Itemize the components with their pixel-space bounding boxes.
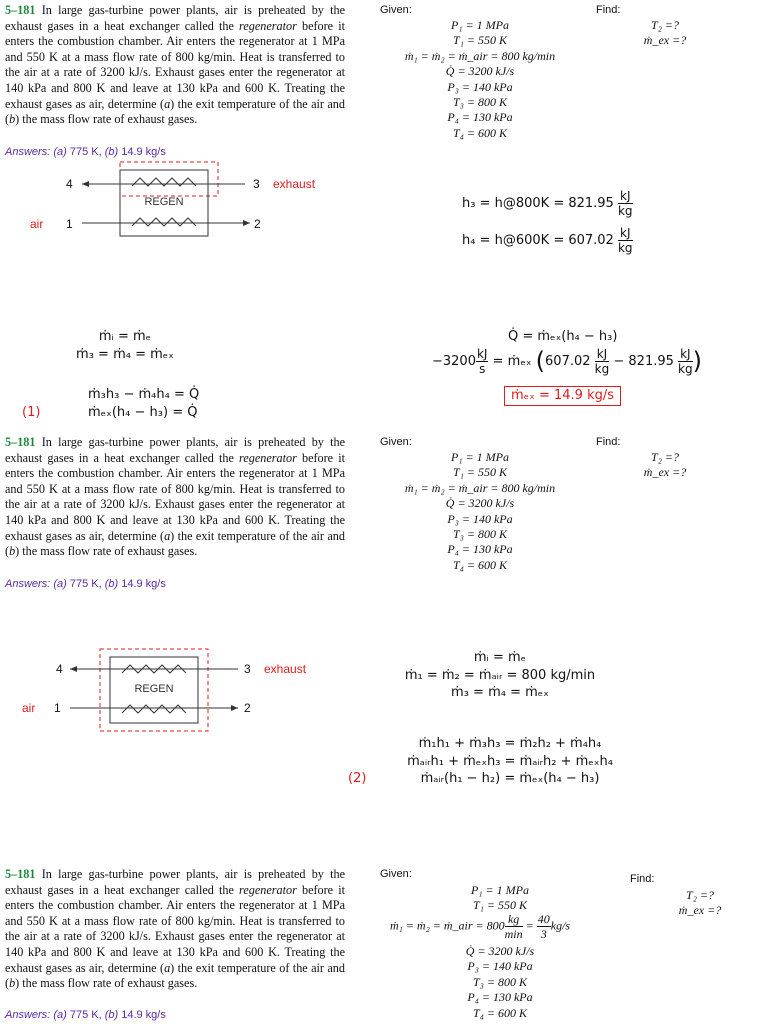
state-2-label: 2 bbox=[244, 701, 251, 715]
find-list-2: T₂ =? ṁ_ex =? bbox=[643, 450, 687, 480]
state-1-label: 1 bbox=[66, 217, 73, 231]
mass-balance-1: ṁᵢ = ṁₑ ṁ₃ = ṁ₄ = ṁₑₓ bbox=[76, 329, 174, 362]
find-label-1: Find: bbox=[596, 4, 621, 16]
substitution-equation: −3200 $\frac{kJ}{s}$ = ṁₑₓ (607.02 $\frac{kJ}{kg}$ − 821.95 $\frac{kJ}{kg}$ ) bbox=[432, 346, 702, 376]
heat-equation: Q̇ = ṁₑₓ(h₄ − h₃) bbox=[508, 329, 618, 344]
given-list-3a: P₁ = 1 MPa T₁ = 550 K bbox=[471, 883, 529, 913]
problem-statement-3: 5–181 In large gas-turbine power plants, air is preheated by the exhaust gases in a heat exchanger called the regenerator before it enters the combustion chamber. Air enters the regenerator at 1 MPa and 550 K at a mass flow rate of 800 kg/min. Heat is transferred to the air at a rate of 3200 kJ/s. Exhaust gases enter the regenerator at 140 kPa and 800 K and leave at 130 kPa and 600 K. Treating the exhaust gases as air, determine (a) the exit temperature of the air and (b) the mass flow rate of exhaust gases. bbox=[5, 867, 346, 991]
result-box: ṁₑₓ = 14.9 kg/s bbox=[504, 386, 621, 406]
answers-1: Answers: (a) 775 K, (b) 14.9 kg/s bbox=[5, 146, 166, 158]
given-label-3: Given: bbox=[380, 868, 412, 880]
equation-tag-2: (2) bbox=[348, 771, 367, 786]
arrow-right-icon bbox=[243, 220, 250, 226]
equation-tag-1: (1) bbox=[22, 405, 41, 420]
find-list-1: T₂ =? ṁ_ex =? bbox=[643, 18, 687, 48]
enthalpy-h4: h₄ = h@600K = 607.02 $\frac{kJ}{kg}$ bbox=[462, 226, 633, 255]
problem-statement-2: 5–181 In large gas-turbine power plants, air is preheated by the exhaust gases in a heat exchanger called the regenerator before it enters the combustion chamber. Air enters the regenerator at 1 MPa and 550 K at a mass flow rate of 800 kg/min. Heat is transferred to the air at a rate of 3200 kJ/s. Exhaust gases enter the regenerator at 140 kPa and 800 K and leave at 130 kPa and 600 K. Treating the exhaust gases as air, determine (a) the exit temperature of the air and (b) the mass flow rate of exhaust gases. bbox=[5, 435, 346, 559]
air-label: air bbox=[30, 217, 44, 231]
given-label-1: Given: bbox=[380, 4, 412, 16]
state-3-label: 3 bbox=[253, 177, 260, 191]
find-list-3: T₂ =? ṁ_ex =? bbox=[678, 888, 722, 918]
state-2-label: 2 bbox=[254, 217, 261, 231]
given-list-2: P₁ = 1 MPa T₁ = 550 K ṁ₁ = ṁ₂ = ṁ_air = 800 kg/min Q̇ = 3200 kJ/s P₃ = 140 kPa T₃ = 800 K P₄ = 130 kPa T₄ = 600 K bbox=[404, 450, 556, 572]
state-1-label: 1 bbox=[54, 701, 61, 715]
arrow-left-icon bbox=[70, 666, 77, 672]
find-label-2: Find: bbox=[596, 436, 621, 448]
arrow-left-icon bbox=[82, 181, 89, 187]
exhaust-label: exhaust bbox=[264, 662, 307, 676]
state-4-label: 4 bbox=[56, 662, 63, 676]
state-3-label: 3 bbox=[244, 662, 251, 676]
exhaust-coil bbox=[132, 178, 196, 186]
regen-diagram-2 bbox=[20, 645, 340, 735]
given-list-3b: Q̇ = 3200 kJ/s P₃ = 140 kPa T₃ = 800 K P₄ = 130 kPa T₄ = 600 K bbox=[465, 944, 535, 1020]
state-4-label: 4 bbox=[66, 177, 73, 191]
exhaust-label: exhaust bbox=[273, 177, 316, 191]
air-coil bbox=[122, 705, 186, 713]
air-coil bbox=[132, 218, 196, 226]
regen-diagram-1 bbox=[20, 160, 340, 245]
air-label: air bbox=[22, 701, 36, 715]
mass-flow-conversion: ṁ₁ = ṁ₂ = ṁ_air = 800 $\frac{kg}{\min}$ = $\frac{40}{3}$ kg/s bbox=[390, 912, 571, 941]
arrow-right-icon bbox=[231, 705, 238, 711]
enthalpy-h3: h₃ = h@800K = 821.95 $\frac{kJ}{kg}$ bbox=[462, 189, 633, 218]
energy-balance-2: ṁ₁h₁ + ṁ₃h₃ = ṁ₂h₂ + ṁ₄h₄ ṁₐᵢᵣh₁ + ṁₑₓh₃ = ṁₐᵢᵣh₂ + ṁₑₓh₄ ṁₐᵢᵣ(h₁ − h₂) = ṁₑₓ(h₄ − h₃) bbox=[407, 736, 613, 786]
given-list-1: P₁ = 1 MPa T₁ = 550 K ṁ₁ = ṁ₂ = ṁ_air = 800 kg/min Q̇ = 3200 kJ/s P₃ = 140 kPa T₃ = 800 K P₄ = 130 kPa T₄ = 600 K bbox=[404, 18, 556, 140]
regen-label: REGEN bbox=[134, 683, 174, 695]
regen-label: REGEN bbox=[144, 196, 184, 208]
given-label-2: Given: bbox=[380, 436, 412, 448]
mass-balance-2: ṁᵢ = ṁₑ ṁ₁ = ṁ₂ = ṁₐᵢᵣ = 800 kg/min ṁ₃ = ṁ₄ = ṁₑₓ bbox=[404, 650, 596, 700]
energy-balance-1: ṁ₃h₃ − ṁ₄h₄ = Q̇ ṁₑₓ(h₄ − h₃) = Q̇ bbox=[88, 387, 200, 420]
answers-2: Answers: (a) 775 K, (b) 14.9 kg/s bbox=[5, 578, 166, 590]
control-volume-boundary bbox=[120, 162, 218, 196]
find-label-3: Find: bbox=[630, 873, 655, 885]
answers-3: Answers: (a) 775 K, (b) 14.9 kg/s bbox=[5, 1009, 166, 1021]
problem-statement-1: 5–181 In large gas-turbine power plants, air is preheated by the exhaust gases in a heat exchanger called the regenerator before it enters the combustion chamber. Air enters the regenerator at 1 MPa and 550 K at a mass flow rate of 800 kg/min. Heat is transferred to the air at a rate of 3200 kJ/s. Exhaust gases enter the regenerator at 140 kPa and 800 K and leave at 130 kPa and 600 K. Treating the exhaust gases as air, determine (a) the exit temperature of the air and (b) the mass flow rate of exhaust gases. bbox=[5, 3, 346, 127]
